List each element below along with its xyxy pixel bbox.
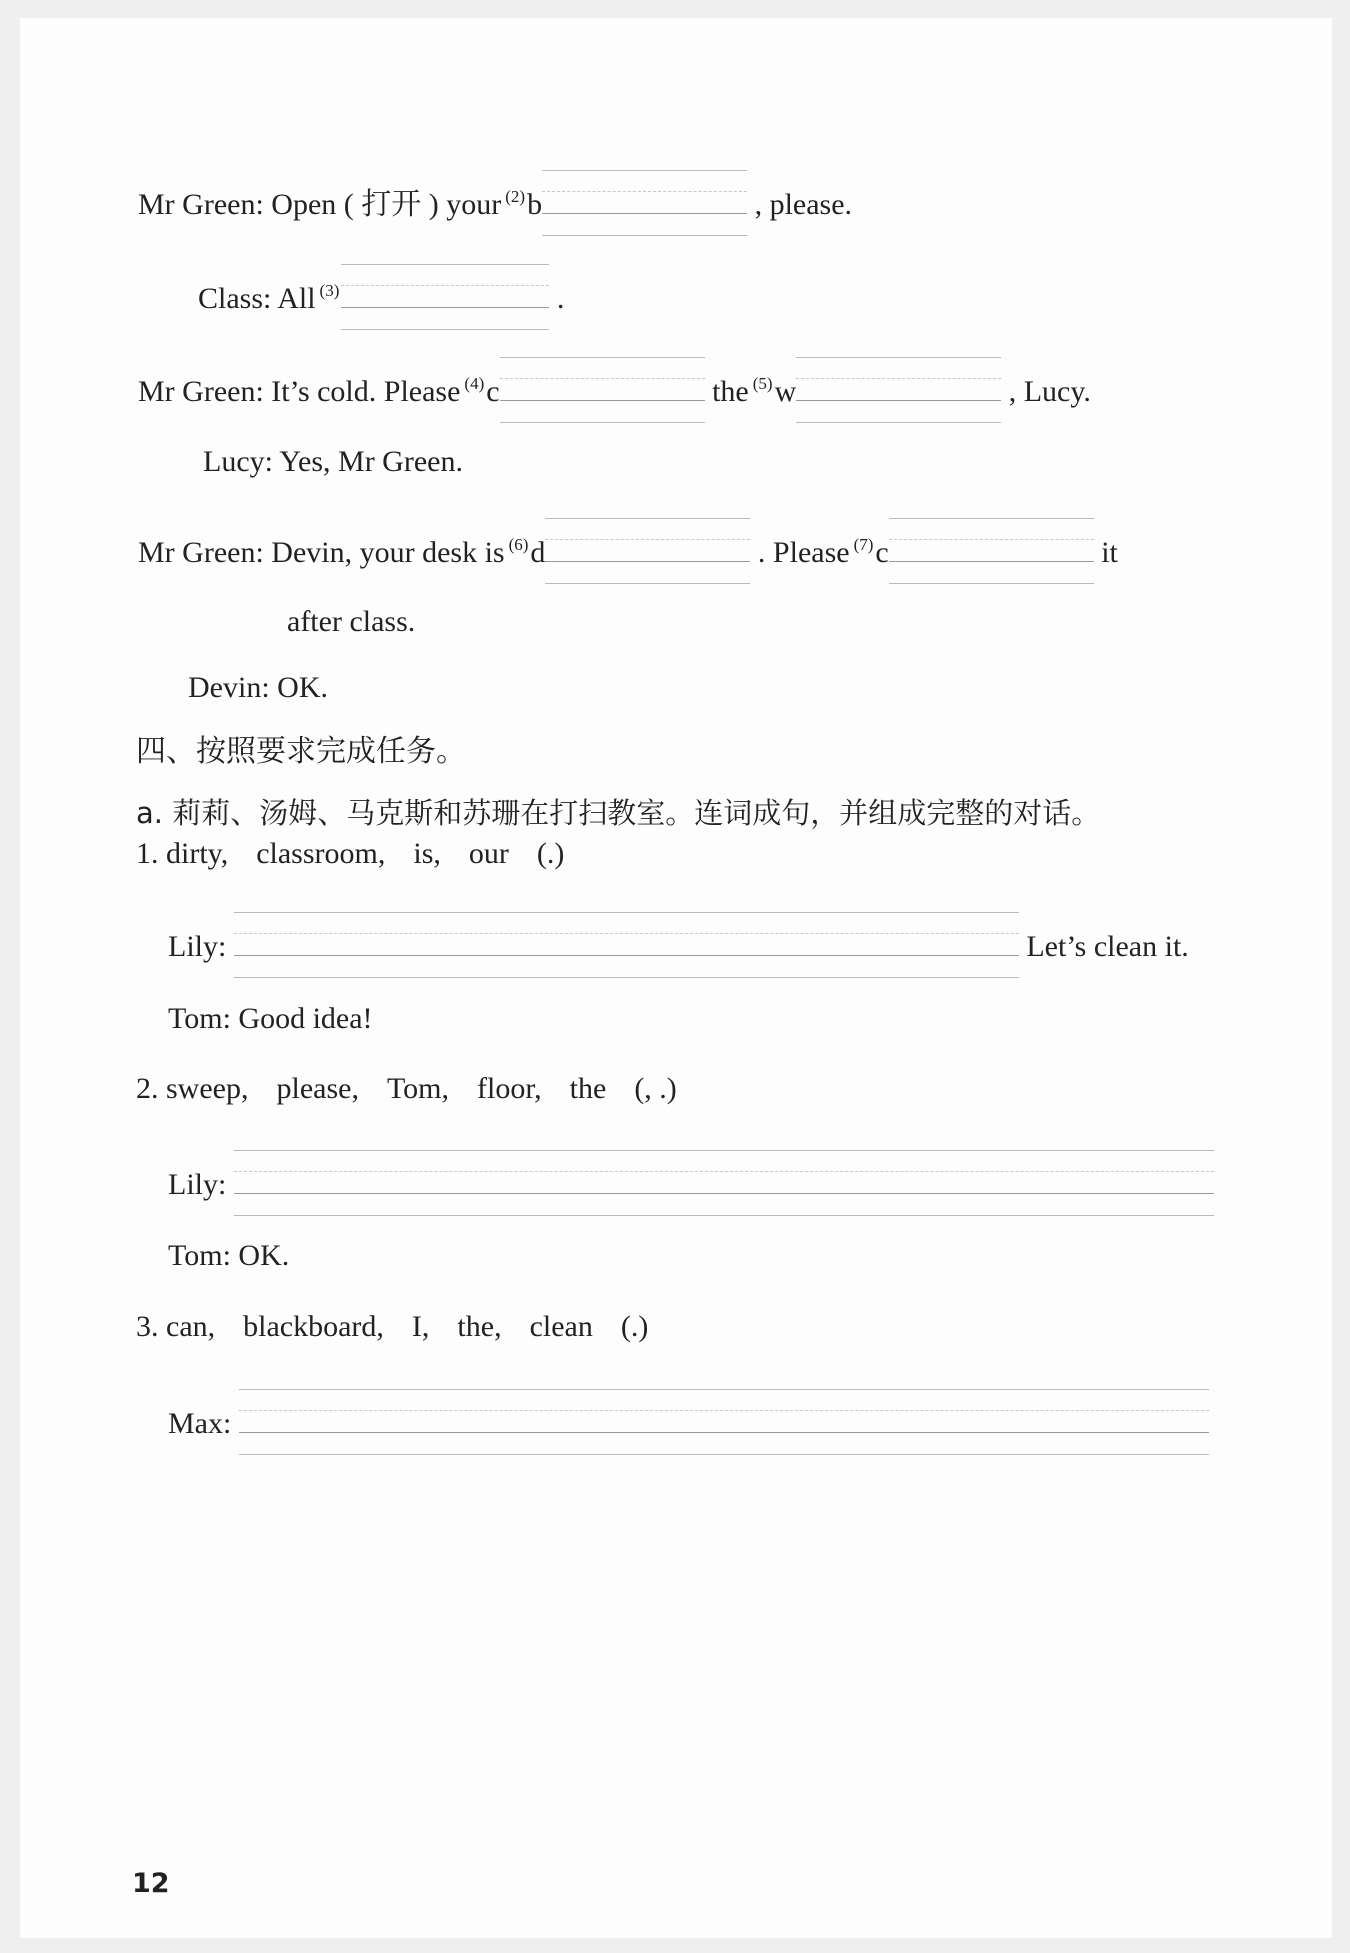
line-ending: , Lucy. <box>1008 374 1091 408</box>
question-2-reply: Tom: OK. <box>168 1239 290 1272</box>
answer-blank-2[interactable] <box>542 170 747 236</box>
word-token: (.) <box>536 837 565 870</box>
word-token: I, <box>411 1310 430 1343</box>
blank-number: (4) <box>464 373 485 393</box>
line-ending: . <box>556 281 565 315</box>
blank-number: (2) <box>505 186 526 206</box>
section-instructions: a. 莉莉、汤姆、马克斯和苏珊在打扫教室。连词成句，并组成完整的对话。 <box>136 796 1101 830</box>
page-number: 12 <box>132 1868 170 1899</box>
question-2-answer <box>168 1154 1214 1220</box>
word-token: classroom, <box>256 837 386 870</box>
word-text: the <box>712 374 749 408</box>
blank-number: (5) <box>752 373 773 393</box>
dialogue-line-1 <box>138 174 852 240</box>
blank-number: (3) <box>319 280 340 300</box>
word-token: 1. dirty, <box>136 837 229 870</box>
dialogue-line-2 <box>198 268 564 334</box>
word-token: (.) <box>620 1310 649 1343</box>
answer-blank-3[interactable] <box>341 264 549 330</box>
word-token: 3. can, <box>136 1310 216 1343</box>
word-token: the <box>569 1072 607 1105</box>
dialogue-line-5 <box>138 522 1118 588</box>
first-letter-hint: w <box>774 374 797 408</box>
speaker-text: Mr Green: Open ( 打开 ) your <box>138 187 502 221</box>
speaker-label: Lily: <box>168 929 227 963</box>
word-token: (, .) <box>634 1072 677 1105</box>
line-ending: , please. <box>754 187 853 221</box>
answer-blank-7[interactable] <box>889 518 1094 584</box>
answer-blank-5[interactable] <box>796 357 1001 423</box>
answer-line-2[interactable] <box>234 1150 1214 1216</box>
word-text: . Please <box>757 535 850 569</box>
answer-blank-4[interactable] <box>500 357 705 423</box>
answer-suffix: Let’s clean it. <box>1026 929 1189 963</box>
first-letter-hint: d <box>530 535 546 569</box>
word-token: clean <box>529 1310 593 1343</box>
word-token: 2. sweep, <box>136 1072 249 1105</box>
word-token: the, <box>457 1310 502 1343</box>
word-token: is, <box>413 837 441 870</box>
question-1-reply: Tom: Good idea! <box>168 1002 373 1035</box>
dialogue-line-6: after class. <box>287 605 416 638</box>
speaker-label: Lily: <box>168 1167 227 1201</box>
worksheet-page <box>20 18 1332 1938</box>
word-token: floor, <box>477 1072 542 1105</box>
first-letter-hint: c <box>486 374 500 408</box>
answer-line-1[interactable] <box>234 912 1019 978</box>
dialogue-line-7: Devin: OK. <box>188 671 328 704</box>
speaker-text: Mr Green: It’s cold. Please <box>138 374 461 408</box>
question-2-words <box>136 1069 677 1109</box>
word-token: blackboard, <box>243 1310 384 1343</box>
line-ending: it <box>1101 535 1118 569</box>
section-heading: 四、按照要求完成任务。 <box>136 734 466 769</box>
first-letter-hint: b <box>527 187 543 221</box>
speaker-label: Max: <box>168 1406 232 1440</box>
question-1-answer <box>168 916 1189 982</box>
speaker-text: Mr Green: Devin, your desk is <box>138 535 505 569</box>
answer-blank-6[interactable] <box>545 518 750 584</box>
question-1-words <box>136 834 564 874</box>
question-3-words <box>136 1307 648 1347</box>
dialogue-line-3 <box>138 361 1091 427</box>
word-token: our <box>468 837 509 870</box>
answer-line-3[interactable] <box>239 1389 1209 1455</box>
word-token: please, <box>276 1072 359 1105</box>
first-letter-hint: c <box>875 535 889 569</box>
question-3-answer <box>168 1393 1209 1459</box>
speaker-text: Class: All <box>198 281 316 315</box>
dialogue-line-4: Lucy: Yes, Mr Green. <box>203 445 463 478</box>
word-token: Tom, <box>386 1072 450 1105</box>
blank-number: (6) <box>508 534 529 554</box>
blank-number: (7) <box>853 534 874 554</box>
